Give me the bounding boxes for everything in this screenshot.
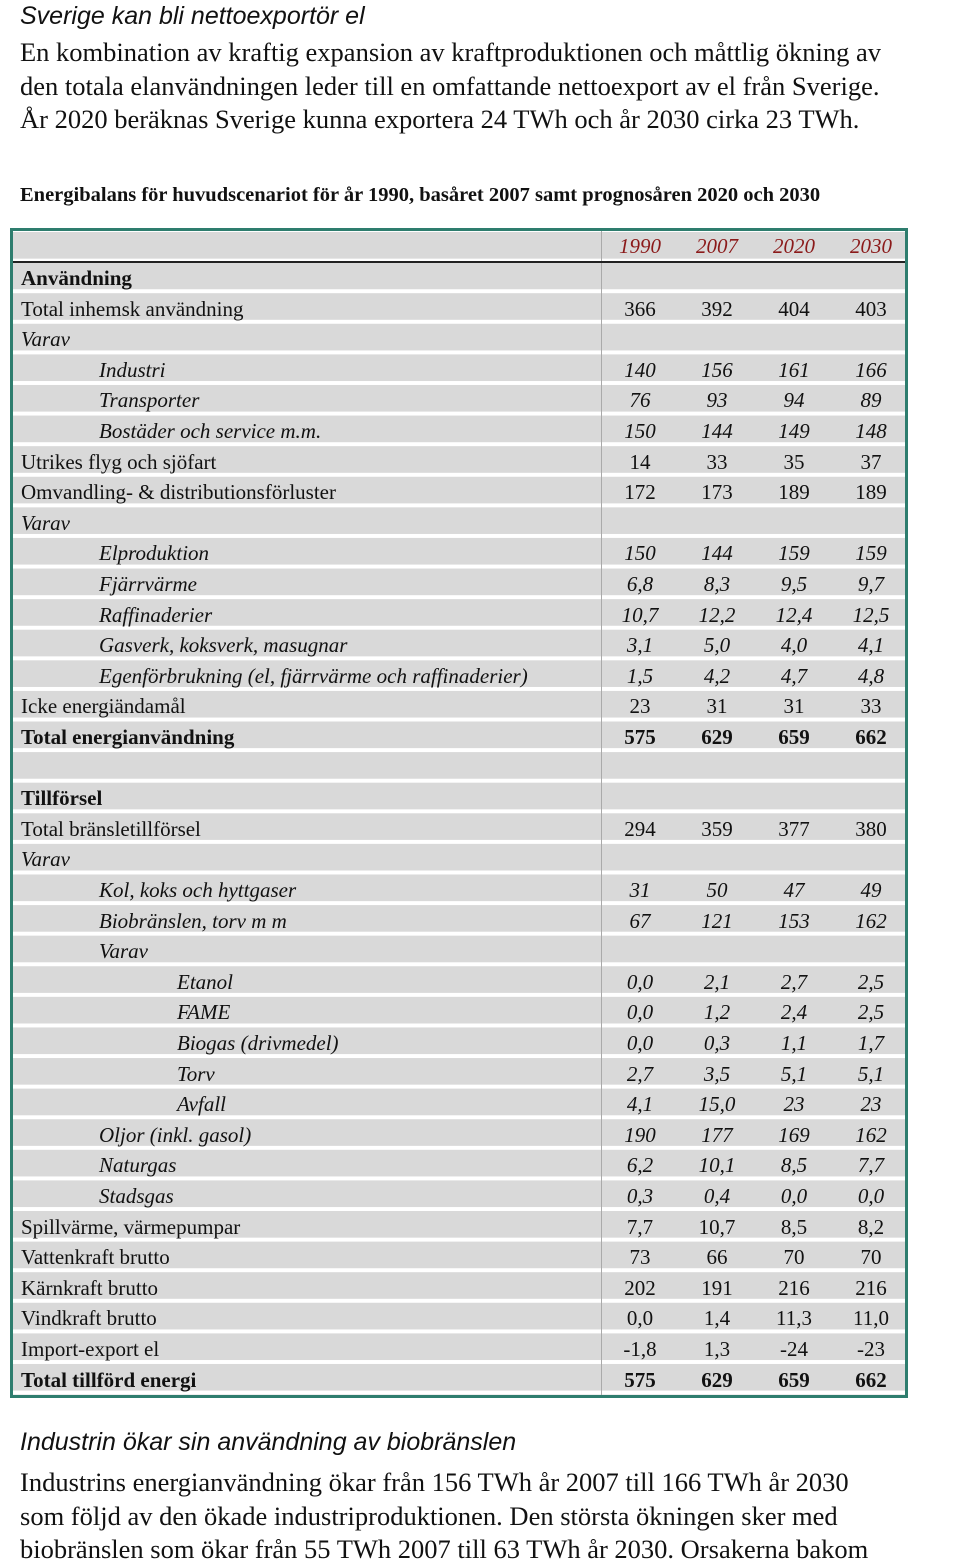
row-value: 1,7 [857,1031,885,1055]
row-value: 89 [860,388,882,413]
row-value: 202 [624,1275,656,1300]
table-row [13,416,905,447]
row-value: 76 [629,388,651,413]
row-value: 159 [855,541,887,566]
table-row [13,630,905,661]
row-label: Torv [177,1061,215,1086]
row-value: 629 [701,725,733,749]
row-value: 31 [783,694,805,719]
row-label: Transporter [99,388,200,413]
row-value: 1,3 [703,1337,731,1361]
row-value: 8,2 [857,1214,885,1239]
row-label: Icke energiändamål [21,694,186,719]
row-value: -24 [780,1337,808,1361]
row-value: 2,4 [780,1000,808,1025]
row-label: Kol, koks och hyttgaser [99,878,297,902]
row-label: Import-export el [21,1337,160,1361]
row-value: 144 [701,419,733,443]
row-value: 161 [778,357,810,382]
row-value: 94 [783,388,805,413]
row-value: 153 [778,908,810,933]
row-value: 121 [701,908,733,933]
row-label: Varav [21,847,70,872]
table-row [13,508,905,539]
table-row [13,263,905,294]
row-value: 177 [701,1122,733,1147]
paragraph-line: Industrins energianvändning ökar från 156 TWh år 2007 till 166 TWh år 2030 [20,1467,849,1497]
row-label: Total energianvändning [21,725,235,749]
row-value: 169 [778,1122,810,1147]
row-label: Varav [99,939,148,964]
row-value: 359 [701,816,733,841]
row-value: 0,0 [626,969,654,994]
table-row [13,967,905,998]
row-value: 0,4 [703,1184,731,1208]
row-value: 11,3 [776,1306,812,1331]
row-value: 403 [855,296,887,321]
row-value: 404 [778,296,810,321]
row-value: 70 [783,1245,805,1270]
table-row [13,538,905,569]
row-value: 4,8 [857,663,885,688]
table-row [13,1181,905,1212]
row-label: FAME [177,1000,231,1025]
table-row [13,1273,905,1304]
row-value: 11,0 [853,1306,889,1331]
row-value: 1,1 [780,1031,808,1055]
table-header-row [13,231,905,263]
row-label: Användning [21,266,132,290]
row-value: 10,1 [698,1153,736,1178]
row-value: 49 [860,878,882,902]
row-value: 5,1 [857,1061,885,1086]
table-row [13,1242,905,1273]
row-value: 6,8 [626,572,654,596]
row-value: 162 [855,1122,887,1147]
paragraph-line: den totala elanvändningen leder till en omfattande nettoexport av el från Sverige. [20,70,880,101]
row-value: 2,7 [780,969,808,994]
row-value: 12,4 [775,602,813,627]
table-row [13,385,905,416]
row-value: 150 [624,419,656,443]
table-row [13,294,905,325]
table-row [13,1028,905,1059]
row-value: 190 [624,1122,656,1147]
row-value: 140 [624,357,656,382]
table-row [13,906,905,937]
row-value: 14 [629,449,651,474]
row-value: 189 [778,480,810,505]
table-caption: Energibalans för huvudscenariot för år 1990, basåret 2007 samt prognosåren 2020 och 2030 [20,184,821,206]
row-label: Vindkraft brutto [21,1306,157,1331]
paragraph-line: som följd av den ökade industriproduktionen. Den största ökningen sker med [20,1500,838,1531]
row-value: 662 [855,1367,887,1392]
row-label: Total tillförd energi [21,1367,197,1392]
row-value: 6,2 [626,1153,654,1178]
table-row [13,1334,905,1365]
row-value: 0,0 [857,1184,885,1208]
row-value: 2,5 [857,1000,885,1025]
paragraph-line: En kombination av kraftig expansion av kraftproduktionen och måttlig ökning av [20,37,882,67]
table-row [13,844,905,875]
row-value: 47 [783,878,805,902]
row-value: 148 [855,419,887,443]
industry-paragraph [20,1466,955,1567]
row-value: 15,0 [698,1092,736,1117]
row-label: Utrikes flyg och sjöfart [21,449,217,474]
table-row [13,1150,905,1181]
row-value: 9,5 [780,572,808,596]
row-value: 23 [629,694,651,719]
row-value: 575 [624,1367,656,1392]
row-value: 37 [860,449,882,474]
row-value: 1,2 [703,1000,731,1025]
year-header: 2020 [773,234,815,258]
row-value: 0,0 [626,1000,654,1025]
row-value: 66 [706,1245,728,1270]
row-value: 73 [629,1245,651,1270]
row-value: 3,1 [626,633,654,658]
row-value: 23 [783,1092,805,1117]
row-value: 5,0 [703,633,731,658]
row-value: 7,7 [857,1153,885,1178]
row-label: Industri [99,357,166,382]
table-row [13,1089,905,1120]
row-value: 9,7 [857,572,885,596]
row-value: 294 [624,816,656,841]
year-header: 1990 [619,234,661,258]
table-row [13,569,905,600]
row-value: 172 [624,480,656,505]
row-value: 10,7 [621,602,659,627]
row-value: 629 [701,1367,733,1392]
row-value: 33 [706,449,728,474]
row-value: 50 [706,878,728,902]
row-value: 189 [855,480,887,505]
row-value: 659 [778,1367,810,1392]
row-value: 216 [855,1275,887,1300]
row-label: Fjärrvärme [99,572,197,596]
row-value: 33 [860,694,882,719]
table-row [13,1059,905,1090]
row-label: Spillvärme, värmepumpar [21,1214,241,1239]
row-value: 12,5 [852,602,890,627]
table-row [13,355,905,386]
row-label: Vattenkraft brutto [21,1245,170,1270]
row-value: 173 [701,480,733,505]
table-row [13,753,905,784]
row-value: 23 [860,1092,882,1117]
paragraph-line: År 2020 beräknas Sverige kunna exportera 24 TWh och år 2030 cirka 23 TWh. [20,104,860,134]
row-value: 159 [778,541,810,566]
table-row [13,875,905,906]
row-value: 8,5 [780,1153,808,1178]
year-header: 2007 [696,234,738,258]
row-label: Biobränslen, torv m m [99,908,287,933]
row-value: 4,7 [780,663,808,688]
row-value: 166 [855,357,887,382]
row-value: 93 [706,388,728,413]
table-row [13,661,905,692]
row-label: Omvandling- & distributionsförluster [21,480,336,505]
table-row [13,722,905,753]
row-label: Stadsgas [99,1184,174,1208]
table-row [13,783,905,814]
row-value: 0,0 [780,1184,808,1208]
row-value: 2,1 [703,969,731,994]
row-value: 2,5 [857,969,885,994]
table-row [13,1365,905,1396]
row-label: Etanol [177,969,233,994]
row-value: 10,7 [698,1214,736,1239]
row-label: Tillförsel [21,786,103,811]
row-value: -1,8 [623,1337,657,1361]
row-value: 2,7 [626,1061,654,1086]
row-value: 575 [624,725,656,749]
row-value: 8,5 [780,1214,808,1239]
row-value: 35 [783,449,805,474]
row-value: 662 [855,725,887,749]
row-value: 4,0 [780,633,808,658]
row-value: 659 [778,725,810,749]
row-value: 162 [855,908,887,933]
row-label: Total inhemsk användning [21,296,244,321]
table-row [13,691,905,722]
row-value: 4,2 [703,663,731,688]
row-value: 0,0 [626,1306,654,1331]
paragraph-line: biobränslen som ökar från 55 TWh 2007 till 63 TWh år 2030. Orsakerna bakom [20,1534,869,1564]
row-value: 4,1 [626,1092,654,1117]
row-value: 67 [629,908,651,933]
row-value: 377 [778,816,810,841]
row-value: 191 [701,1275,733,1300]
row-label: Kärnkraft brutto [21,1275,159,1300]
row-label: Gasverk, koksverk, masugnar [99,633,348,658]
intro-paragraph [20,36,955,137]
row-value: 150 [624,541,656,566]
row-label: Total bränsletillförsel [21,816,201,841]
table-row [13,600,905,631]
row-label: Naturgas [99,1153,177,1178]
row-value: 149 [778,419,810,443]
row-value: 392 [701,296,733,321]
row-value: 70 [860,1245,882,1270]
table-row [13,1120,905,1151]
row-value: 31 [706,694,728,719]
table-row [13,936,905,967]
row-label: Egenförbrukning (el, fjärrvärme och raffinaderier) [99,663,528,688]
table-row [13,447,905,478]
row-label: Avfall [177,1092,226,1117]
row-value: 8,3 [703,572,731,596]
row-value: 216 [778,1275,810,1300]
row-value: 380 [855,816,887,841]
row-label: Biogas (drivmedel) [177,1031,339,1055]
year-header: 2030 [850,234,892,258]
row-value: 0,0 [626,1031,654,1055]
section-heading-industry: Industrin ökar sin användning av biobränslen [20,1428,517,1456]
table-row [13,1303,905,1334]
table-row [13,324,905,355]
row-label: Bostäder och service m.m. [99,419,322,443]
row-value: 0,3 [626,1184,654,1208]
row-value: 3,5 [703,1061,731,1086]
row-value: 4,1 [857,633,885,658]
row-label: Raffinaderier [99,602,213,627]
row-label: Varav [21,327,70,352]
row-value: 1,5 [626,663,654,688]
row-value: 5,1 [780,1061,808,1086]
energy-balance-table [10,228,908,1398]
row-value: 7,7 [626,1214,654,1239]
section-heading-export: Sverige kan bli nettoexportör el [20,2,365,30]
row-value: 144 [701,541,733,566]
row-label: Varav [21,510,70,535]
row-value: -23 [857,1337,885,1361]
row-value: 0,3 [703,1031,731,1055]
row-value: 366 [624,296,656,321]
table-row [13,1212,905,1243]
row-value: 12,2 [698,602,736,627]
table-row [13,477,905,508]
table-row [13,997,905,1028]
row-value: 1,4 [703,1306,731,1331]
table-row [13,814,905,845]
row-label: Oljor (inkl. gasol) [99,1122,252,1147]
row-value: 31 [629,878,651,902]
row-value: 156 [701,357,733,382]
row-label: Elproduktion [99,541,210,566]
